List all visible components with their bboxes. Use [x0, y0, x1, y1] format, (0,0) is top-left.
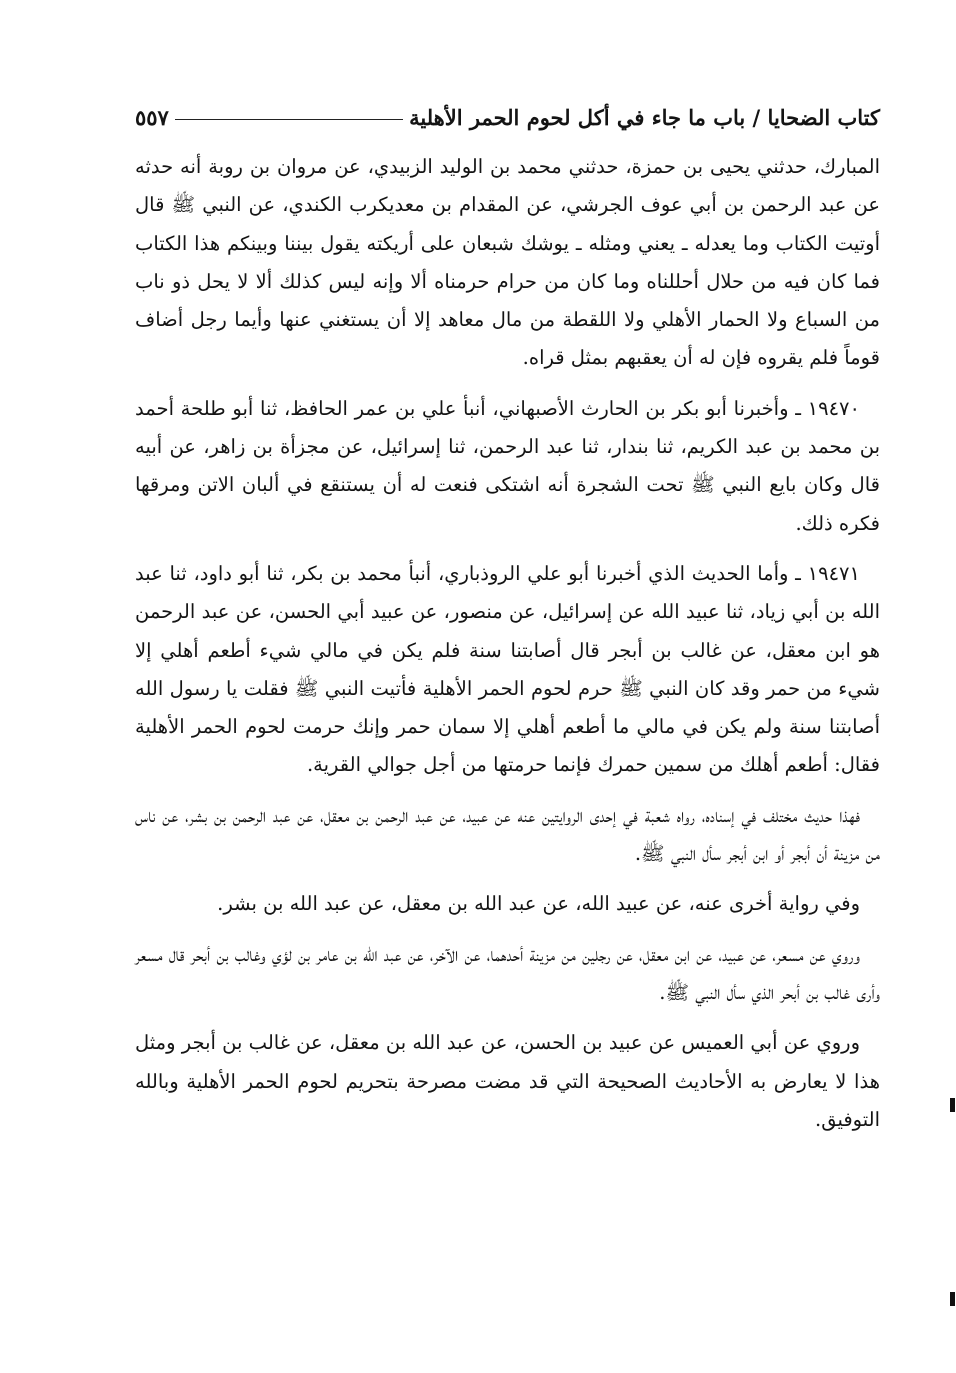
running-header	[135, 100, 880, 134]
main-text	[135, 148, 880, 1151]
header-title: كتاب الضحايا / باب ما جاء في أكل لحوم الحمر الأهلية	[409, 104, 880, 130]
paragraph-hadith-19470: ١٩٤٧٠ ـ وأخبرنا أبو بكر بن الحارث الأصبهاني، أنبأ علي بن عمر الحافظ، ثنا أبو طلحة أحمد بن محمد بن عبد الكريم، ثنا بندار، ثنا عبد الرحمن، ثنا إسرائيل، عن مجزأة بن زاهر، عن أبيه قال وكان بايع النبي ﷺ تحت الشجرة أنه اشتكى فنعت له أن يستنقع في ألبان الاتن ومرقها فكره ذلك.	[135, 396, 880, 535]
paragraph-continuation: المبارك، حدثني يحيى بن حمزة، حدثني محمد بن الوليد الزبيدي، عن مروان بن روبة أنه حدثه عن عبد الرحمن بن أبي عوف الجرشي، عن المقدام بن معديكرب الكندي، عن النبي ﷺ قال أوتيت الكتاب وما يعدله ـ يعني ومثله ـ يوشك شبعان على أريكته يقول بيننا وبينكم هذا الكتاب فما كان فيه من حلال أحللناه وما كان من حرام حرمناه ألا وإنه ليس كذلك ألا لا يحل ذو ناب من السباع ولا الحمار الأهلي ولا اللقطة من مال معاهد إلا أن يستغني عنها وأيما رجل أضاف قوماً فلم يقروه فإن له أن يعقبهم بمثل قراه.	[135, 155, 880, 370]
scan-edge-mark	[950, 1098, 955, 1112]
paragraph-commentary: فهذا حديث مختلف في إسناده، رواه شعبة في إحدى الروايتين عنه عن عبيد، عن عبد الرحمن بن معقل، عن عبد الرحمن بن بشر، عن ناس من مزينة أن أبجر أو ابن أبجر سأل النبي ﷺ.	[135, 803, 880, 866]
header-rule	[175, 119, 403, 120]
scan-edge-mark	[950, 1292, 955, 1306]
paragraph-conclusion: وروي عن أبي العميس عن عبيد بن الحسن، عن عبد الله بن معقل، عن غالب بن أبجر ومثل هذا لا يعارض به الأحاديث الصحيحة التي قد مضت مصرحة بتحريم لحوم الحمر الأهلية وبالله التوفيق.	[135, 1031, 880, 1131]
paragraph-misar-narration: وروي عن مسعر، عن عبيد، عن ابن معقل، عن رجلين من مزينة أحدهما، عن الآخر، عن عبد الله بن عامر بن لؤي وغالب بن أبحر قال مسعر وأرى غالب بن أبحر الذي سأل النبي ﷺ.	[135, 942, 880, 1004]
page-number: ٥٥٧	[135, 104, 169, 130]
paragraph-hadith-19471: ١٩٤٧١ ـ وأما الحديث الذي أخبرنا أبو علي الروذباري، أنبأ محمد بن بكر، ثنا أبو داود، ثنا عبد الله بن أبي زياد، ثنا عبيد الله عن إسرائيل، عن منصور، عن عبيد أبي الحسن، عن عبد الرحمن هو ابن معقل، عن غالب بن أبجر قال أصابتنا سنة فلم يكن في مالي شيء أطعم أهلي إلا شيء من حمر وقد كان النبي ﷺ حرم لحوم الحمر الأهلية فأتيت النبي ﷺ فقلت يا رسول الله أصابتنا سنة ولم يكن في مالي ما أطعم أهلي إلا سمان حمر وإنك حرمت لحوم الحمر الأهلية فقال: أطعم أهلك من سمين حمرك فإنما حرمتها من أجل جوالي القرية.	[135, 561, 880, 777]
paragraph-other-narration: وفي رواية أخرى عنه، عن عبيد الله، عن عبد الله بن معقل، عن عبد الله بن بشر.	[217, 892, 860, 916]
